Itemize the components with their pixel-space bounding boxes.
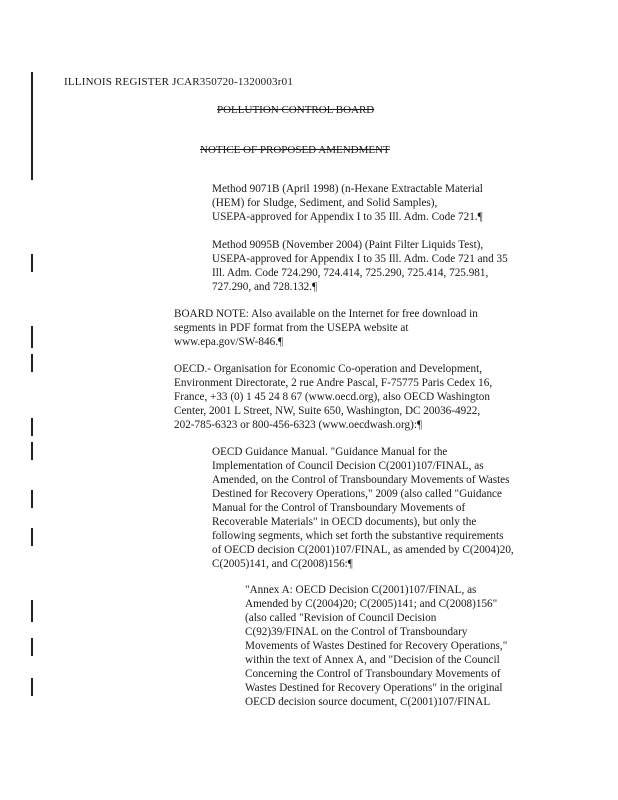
change-bar [31,678,33,696]
text-line: Method 9071B (April 1998) (n-Hexane Extractable Material [212,183,483,195]
text-line: OECD decision source document, C(2001)107/FINAL [245,696,491,708]
oecd-paragraph [174,362,492,432]
change-bar [31,442,33,460]
change-bar [31,72,33,180]
text-line: Recoverable Materials" in OECD documents), but only the [212,516,477,528]
text-line: France, +33 (0) 1 45 24 8 67 (www.oecd.org), also OECD Washington [174,391,490,403]
method-9071b-paragraph [212,182,483,224]
text-line: 202-785-6323 or 800-456-6323 (www.oecdwash.org):¶ [174,419,423,431]
text-line: USEPA-approved for Appendix I to 35 Ill. Adm. Code 721.¶ [212,211,483,223]
text-line: Implementation of Council Decision C(2001)107/FINAL, as [212,460,484,472]
text-line: Environment Directorate, 2 rue Andre Pascal, F-75775 Paris Cedex 16, [174,377,493,389]
text-line: within the text of Annex A, and "Decision of the Council [245,654,500,666]
text-line: Center, 2001 L Street, NW, Suite 650, Washington, DC 20036-4922, [174,405,481,417]
text-line: (also called "Revision of Council Decision [245,612,437,624]
text-line: "Annex A: OECD Decision C(2001)107/FINAL, as [245,584,477,596]
text-line: C(2005)141, and C(2008)156:¶ [212,558,353,570]
change-bar [31,528,33,546]
text-line: OECD.- Organisation for Economic Co-operation and Development, [174,363,482,375]
text-line: Wastes Destined for Recovery Operations" in the original [245,682,503,694]
change-bar [31,418,33,436]
board-note-paragraph [174,307,478,349]
text-line: Amended, on the Control of Transboundary Movements of Wastes [212,474,510,486]
method-9095b-paragraph [212,238,508,294]
register-header: ILLINOIS REGISTER JCAR350720-1320003r01 [64,76,294,88]
change-bar [31,600,33,622]
text-line: OECD Guidance Manual. "Guidance Manual for the [212,446,448,458]
board-title: POLLUTION CONTROL BOARD [217,104,375,116]
text-line: Destined for Recovery Operations," 2009 (also called "Guidance [212,488,502,500]
text-line: BOARD NOTE: Also available on the Internet for free download in [174,308,478,320]
text-line: Ill. Adm. Code 724.290, 724.414, 725.290, 725.414, 725.981, [212,267,489,279]
text-line: USEPA-approved for Appendix I to 35 Ill. Adm. Code 721 and 35 [212,253,508,265]
text-line: following segments, which set forth the substantive requirements [212,530,504,542]
change-bar [31,638,33,656]
text-line: Concerning the Control of Transboundary Movements of [245,668,501,680]
change-bar [31,254,33,272]
oecd-guidance-manual-paragraph [212,445,514,571]
text-line: 727.290, and 728.132.¶ [212,281,318,293]
text-line: Method 9095B (November 2004) (Paint Filter Liquids Test), [212,239,484,251]
text-line: Amended by C(2004)20; C(2005)141; and C(2008)156" [245,598,498,610]
notice-title: NOTICE OF PROPOSED AMENDMENT [200,144,390,156]
text-line: segments in PDF format from the USEPA website at [174,322,409,334]
text-line: www.epa.gov/SW-846.¶ [174,336,284,348]
annex-a-paragraph [245,583,507,709]
text-line: Movements of Wastes Destined for Recovery Operations," [245,640,508,652]
change-bar [31,490,33,508]
text-line: C(92)39/FINAL on the Control of Transboundary [245,626,468,638]
text-line: of OECD decision C(2001)107/FINAL, as amended by C(2004)20, [212,544,514,556]
change-bar [31,354,33,372]
change-bar [31,326,33,348]
text-line: Manual for the Control of Transboundary Movements of [212,502,466,514]
text-line: (HEM) for Sludge, Sediment, and Solid Samples), [212,197,438,209]
